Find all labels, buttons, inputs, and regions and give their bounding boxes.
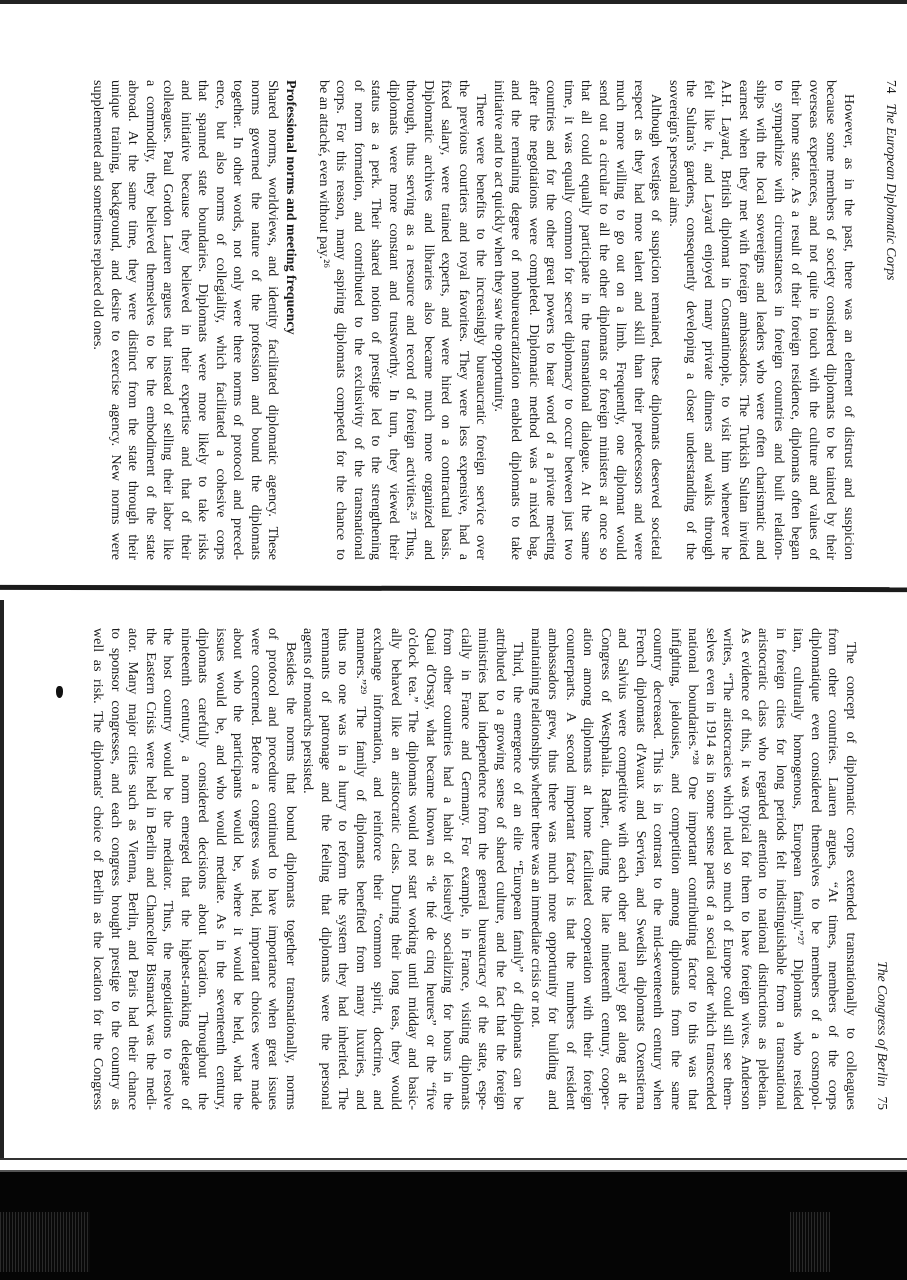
text-line: colleagues. Paul Gordon Lauren argues that instead of selling their labor like bbox=[160, 80, 176, 560]
book-gutter-divider bbox=[0, 585, 907, 592]
text-line: to sponsor congresses, and each congress brought prestige to the country as bbox=[107, 628, 123, 1110]
text-line: and the remaining degree of nonbureaucratization enabled diplomats to take bbox=[508, 80, 524, 560]
text-line: after the negotiations were completed. Diplomatic method was a mixed bag, bbox=[525, 80, 541, 560]
running-head bbox=[874, 628, 892, 1110]
text-line: a commodity, they believed themselves to be the embodiment of the state bbox=[142, 80, 158, 560]
text-line: because some members of society considered diplomats to be tainted by their bbox=[823, 80, 839, 560]
page-number: 74 bbox=[884, 80, 899, 94]
text-line: from other countries. Lauren argues, “At times, members of the corps bbox=[825, 628, 841, 1110]
text-line: ministries had independence from the general bureaucracy of the state, espe- bbox=[475, 628, 491, 1110]
text-line: initiative and to act quickly when they saw the opportunity. bbox=[490, 80, 506, 412]
text-line: ence, but also norms of collegiality, which facilitated a cohesive corps bbox=[212, 80, 228, 560]
left-page bbox=[89, 80, 900, 560]
text-line: diplomats carefully considered decisions about location. Throughout the bbox=[195, 628, 211, 1110]
text-line: send out a circular to all the other diplomats or foreign ministers at once so bbox=[595, 80, 611, 560]
text-line: felt like it, and Layard enjoyed many private dinners and walks through bbox=[700, 80, 716, 560]
text-line: infighting, jealousies, and competition among diplomats from the same bbox=[667, 628, 683, 1110]
text-line: country decreased. This is in contrast to the mid-seventeenth century when bbox=[650, 628, 666, 1110]
right-page bbox=[89, 628, 891, 1110]
text-line: Third, the emergence of an elite “European family” of diplomats can be bbox=[510, 642, 526, 1110]
text-line: that all could equally participate in the transnational dialogue. At the same bbox=[578, 80, 594, 560]
text-line: countries and for the other great powers to hear word of a private meeting bbox=[543, 80, 559, 560]
text-line: diplomats were more constant and trustworthy. In turn, they viewed their bbox=[385, 80, 401, 560]
text-line: supplemented and sometimes replaced old ones. bbox=[90, 80, 106, 350]
text-line: the previous courtiers and royal favorites. They were less expensive, had a bbox=[455, 80, 471, 560]
text-line: in foreign cities for long periods felt indistinguishable from a transnational bbox=[772, 628, 788, 1110]
text-line: Diplomatic archives and libraries also became much more organized and bbox=[420, 80, 436, 560]
text-line: norms governed the nature of the profession and bound the diplomats bbox=[247, 80, 263, 560]
text-line: Quai d'Orsay, what became known as “le thé de cinq heures” or the “five bbox=[422, 628, 438, 1110]
text-line: time, it was equally common for secret diplomacy to occur between just two bbox=[560, 80, 576, 560]
ink-mark bbox=[56, 686, 63, 698]
text-line: ator. Many major cities such as Vienna, Berlin, and Paris had their chance bbox=[125, 628, 141, 1110]
text-line: abroad. At the same time, they were distinct from the state through their bbox=[125, 80, 141, 560]
text-line: manners.”²⁹ The family of diplomats benefited from many luxuries, and bbox=[352, 628, 368, 1110]
scan-edge-lines bbox=[0, 1158, 907, 1173]
text-line: to sympathize with circumstances in foreign countries and built relation- bbox=[770, 80, 786, 560]
text-line: the Eastern Crisis were held in Berlin and Chancellor Bismarck was the medi- bbox=[142, 628, 158, 1110]
text-line: and Salvius were competitive with each other and rarely got along at the bbox=[615, 628, 631, 1110]
text-line: sovereign's personal aims. bbox=[665, 80, 681, 227]
text-line: counterparts. A second important factor is that the numbers of resident bbox=[562, 628, 578, 1110]
text-line: The concept of diplomatic corps extended transnationally to colleagues bbox=[842, 642, 858, 1110]
text-line: Although vestiges of suspicion remained, these diplomats deserved societal bbox=[648, 94, 664, 560]
text-line: that spanned state boundaries. Diplomats were more likely to take risks bbox=[195, 80, 211, 560]
text-line: ambassadors grew, thus there was much more opportunity for building and bbox=[545, 628, 561, 1110]
text-line: unique training, background, and desire to exercise agency. New norms were bbox=[107, 80, 123, 560]
text-line: respect as they had more talent and skill than their predecessors and were bbox=[630, 80, 646, 560]
text-line: well as risk. The diplomats' choice of Berlin as the location for the Congress bbox=[90, 628, 106, 1110]
text-line: much more willing to go out on a limb. Frequently, one diplomat would bbox=[613, 80, 629, 560]
scan-noise bbox=[0, 1212, 90, 1272]
text-line: diplomatique even considered themselves to be members of a cosmopol- bbox=[807, 628, 823, 1110]
text-line: nineteenth century, a norm emerged that the highest-ranking delegate of bbox=[177, 628, 193, 1110]
text-line: overseas experiences, and not quite in touch with the culture and values of bbox=[805, 80, 821, 560]
text-line: ation among diplomats at home facilitated cooperation with their foreign bbox=[580, 628, 596, 1110]
running-head-title: The European Diplomatic Corps bbox=[884, 103, 899, 281]
page-number: 75 bbox=[875, 1096, 890, 1110]
scan-noise bbox=[790, 1212, 830, 1272]
scan-edge-left bbox=[0, 600, 4, 1160]
text-line: ally behaved like an aristocratic class. During their long teas, they would bbox=[387, 628, 403, 1110]
text-line: Besides the norms that bound diplomats together transnationally, norms bbox=[282, 642, 298, 1110]
text-line: earnest when they met with foreign ambassadors. The Turkish Sultan invited bbox=[735, 80, 751, 560]
text-line: issues would be, and who would mediate. As in the seventeenth century, bbox=[212, 628, 228, 1110]
text-line: writes, “The aristocracies which ruled so much of Europe could still see them- bbox=[720, 628, 736, 1110]
running-head-title: The Congress of Berlin bbox=[875, 961, 890, 1087]
text-line: A.H. Layard, British diplomat in Constantinople, to visit him whenever he bbox=[718, 80, 734, 560]
text-line: of norm formation, and contributed to the exclusivity of the transnational bbox=[350, 80, 366, 560]
text-line: thus no one was in a hurry to reform the system they had inherited. The bbox=[335, 628, 351, 1110]
text-line: their home state. As a result of their foreign residence, diplomats often began bbox=[788, 80, 804, 560]
text-line: exchange information, and reinforce their “common spirit, doctrine, and bbox=[370, 628, 386, 1110]
text-line: maintaining relationships whether there was an immediate crisis or not. bbox=[527, 628, 543, 1028]
text-line: However, as in the past, there was an element of distrust and suspicion bbox=[840, 94, 856, 560]
text-line: Congress of Westphalia. Rather, during the late nineteenth century, cooper- bbox=[597, 628, 613, 1110]
text-line: agents of monarchs persisted. bbox=[300, 628, 316, 794]
text-line: As evidence of this, it was typical for them to have foreign wives. Anderson bbox=[737, 628, 753, 1110]
text-line: Shared norms, worldviews, and identity facilitated diplomatic agency. These bbox=[265, 80, 281, 560]
text-line: ships with the local sovereigns and leaders who were often charismatic and bbox=[753, 80, 769, 560]
text-line: o'clock tea.” The diplomats would not start working until midday and basic- bbox=[405, 628, 421, 1110]
text-line: There were benefits to the increasingly bureaucratic foreign service over bbox=[473, 94, 489, 560]
text-line: the Sultan's gardens, consequently developing a closer understanding of the bbox=[683, 80, 699, 560]
text-line: cially in France and Germany. For example, in France, visiting diplomats bbox=[457, 628, 473, 1110]
text-line: selves even in 1914 as in some sense parts of a social order which transcended bbox=[702, 628, 718, 1110]
text-line: fixed salary, were trained experts, and were hired on a contractual basis. bbox=[438, 80, 454, 560]
text-line: together. In other words, not only were there norms of protocol and preced- bbox=[230, 80, 246, 560]
text-line: of protocol and procedure continued to have importance when great issues bbox=[265, 628, 281, 1110]
text-line: national boundaries.”²⁸ One important contributing factor to this was that bbox=[685, 628, 701, 1110]
scanner-bed-shadow bbox=[0, 1172, 907, 1280]
page-body bbox=[89, 628, 859, 1110]
text-line: French diplomats d'Avaux and Servien, and Swedish diplomats Oxenstierna bbox=[632, 628, 648, 1110]
page-body bbox=[89, 80, 857, 560]
text-line: corps. For this reason, many aspiring diplomats competed for the chance to bbox=[333, 80, 349, 560]
running-head bbox=[883, 80, 901, 560]
text-line: status as a perk. Their shared notion of prestige led to the strengthening bbox=[368, 80, 384, 560]
text-line: were concerned. Before a congress was held, important choices were made bbox=[247, 628, 263, 1110]
text-line: itan, culturally homogenous, European family.”²⁷ Diplomats who resided bbox=[790, 628, 806, 1110]
text-line: about who the participants would be, where it would be held, what the bbox=[230, 628, 246, 1110]
text-line: the host country would be the mediator. Thus, the negotiations to resolve bbox=[160, 628, 176, 1110]
text-line: aristocratic class who regarded attention to national distinctions as plebeian. bbox=[755, 628, 771, 1110]
text-line: thorough, thus serving as a resource and record of foreign activities.²⁵ Thus, bbox=[403, 80, 419, 560]
text-line: from other countries had a habit of leisurely socializing for hours in the bbox=[440, 628, 456, 1110]
text-line: and initiative because they believed in their expertise and that of their bbox=[177, 80, 193, 560]
text-line: be an attaché, even without pay.²⁶ bbox=[315, 80, 331, 269]
scan-edge-top bbox=[0, 0, 907, 4]
text-line: remnants of patronage and the feeling that diplomats were the personal bbox=[317, 628, 333, 1110]
section-heading: Professional norms and meeting frequency bbox=[282, 80, 298, 335]
text-line: attributed to a growing sense of shared culture, and the fact that the foreign bbox=[492, 628, 508, 1110]
